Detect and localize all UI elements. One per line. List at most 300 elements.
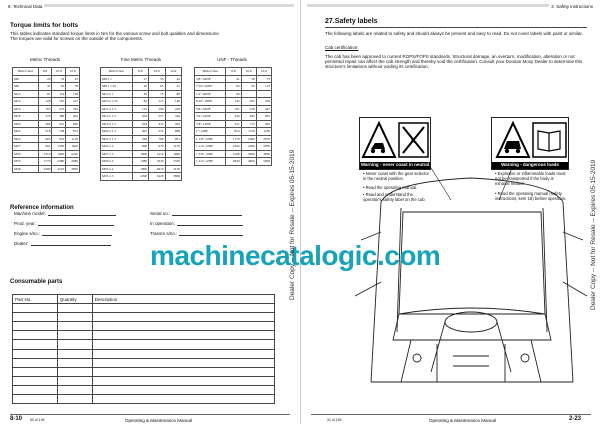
parts-cell[interactable] (57, 340, 92, 349)
table-cell: M24 (13, 135, 39, 143)
table-cell: M27 x 2 (101, 150, 133, 158)
parts-cell[interactable] (92, 331, 274, 340)
table-cell: M33 x 2 (101, 165, 133, 173)
parts-cell[interactable] (13, 340, 58, 349)
table-cell: 117 (149, 98, 165, 106)
table-row (195, 98, 272, 106)
safety-labels-title: 27.Safety labels (325, 18, 378, 25)
table-header-cell: 10.9 (149, 68, 165, 76)
table-cell: 2190 (226, 150, 241, 158)
table-cell: 181 (52, 98, 66, 106)
neutral-bullet-2-text: Read the operating manual. (365, 185, 418, 190)
neutral-bullet-3: • Read and understand the operator's safety label on the cab. (363, 192, 426, 202)
left-header (0, 2, 300, 11)
left-page-number: 8-10 (10, 416, 23, 422)
right-page-of: 31 of 194 (327, 418, 342, 422)
table-cell: 1310 (38, 150, 52, 158)
table-cell: 696 (132, 143, 148, 151)
table-cell: 294 (132, 120, 148, 128)
parts-cell[interactable] (57, 367, 92, 376)
parts-row (13, 340, 275, 349)
table-row (101, 105, 182, 113)
table-cell: 88 (165, 90, 182, 98)
table-cell: M10 x 1 (101, 90, 133, 98)
table-cell: 96 (226, 90, 241, 98)
table-cell: 3860 (165, 173, 182, 181)
parts-cell[interactable] (13, 313, 58, 322)
parts-cell[interactable] (57, 376, 92, 385)
table-cell: 772 (241, 120, 256, 128)
table-cell: 688 (165, 128, 182, 136)
table-cell: 935 (52, 135, 66, 143)
table-row (195, 128, 272, 136)
table-cell: 197 (226, 105, 241, 113)
table-cell: 7/16"-20NF (195, 83, 226, 91)
neutral-bullet-3-text: Read and understand the operator's safety label on the cab. (363, 192, 426, 202)
table-row (13, 120, 80, 128)
table-header-cell: 8.8 (226, 68, 241, 76)
table-cell: M14 x 1.5 (101, 113, 133, 121)
table-cell: 1430 (256, 128, 271, 136)
table-cell: 921 (165, 135, 182, 143)
table-cell: 1 3/8"-12NF (195, 150, 226, 158)
engine-sno-label: Engine s/no.: (14, 231, 41, 236)
table-cell: 75 (149, 90, 165, 98)
table-cell: 1 1/2"-12NF (195, 158, 226, 166)
table-cell: 1000 (132, 150, 148, 158)
parts-cell[interactable] (92, 358, 274, 367)
table-cell: 275 (52, 105, 66, 113)
left-dealer-stamp: Dealer Copy -- Not for Resale -- Expires 05-15-2019 (289, 149, 296, 300)
watermark: machinecatalogic.com (150, 240, 441, 271)
table-row (101, 135, 182, 143)
table-row (13, 128, 80, 136)
right-dealer-stamp: Dealer Copy -- Not for Resale -- Expires 05-15-2019 (590, 159, 597, 310)
table-cell: 257 (149, 113, 165, 121)
table-row (101, 75, 182, 83)
table-cell: 546 (132, 135, 148, 143)
neutral-bullet-1: • Never coast with the gear selector in the neutral position. (363, 171, 429, 181)
table-row (13, 143, 80, 151)
metric-caption: Metric Threads (30, 57, 60, 62)
table-cell: 2210 (66, 150, 80, 158)
table-cell: 344 (226, 113, 241, 121)
right-page (300, 0, 600, 424)
table-cell: 2980 (66, 158, 80, 166)
table-cell: 605 (256, 113, 271, 121)
dealer-field[interactable] (31, 241, 111, 246)
parts-cell[interactable] (13, 349, 58, 358)
table-cell: M33 (13, 158, 39, 166)
table-row (195, 75, 272, 83)
table-row (101, 113, 182, 121)
in-operation-label: In operation: (150, 221, 176, 226)
table-cell: M10 x 1.25 (101, 98, 133, 106)
table-cell: 135 (132, 105, 148, 113)
transm-sno-field[interactable] (179, 231, 243, 236)
table-cell: M30 (13, 150, 39, 158)
parts-row (13, 358, 275, 367)
loads-bullet-2-text: Read the operating manual (safety instructions, item 18) before operation. (495, 191, 567, 201)
table-row (195, 135, 272, 143)
table-cell: 518 (38, 128, 52, 136)
consumable-parts-table (12, 294, 275, 404)
table-cell: 197 (38, 105, 52, 113)
table-cell: 413 (149, 120, 165, 128)
table-cell: 142 (226, 98, 241, 106)
table-cell: 1800 (132, 165, 148, 173)
table-cell: 95 (241, 83, 256, 91)
table-row (13, 83, 80, 91)
table-cell: 278 (241, 105, 256, 113)
loads-bullet-1: • Explosive or inflammable loads must not be transported if the body is exhaust heated. (495, 171, 566, 186)
table-cell: 485 (241, 113, 256, 121)
table-cell: 128 (38, 98, 52, 106)
table-cell: 270 (38, 113, 52, 121)
table-cell: 874 (66, 128, 80, 136)
table-row (13, 90, 80, 98)
table-cell: M20 (13, 120, 39, 128)
dangerous-loads-label (491, 117, 569, 170)
parts-cell[interactable] (57, 331, 92, 340)
table-cell: 81 (38, 90, 52, 98)
table-cell: 405 (132, 128, 148, 136)
table-cell: 1120 (66, 135, 80, 143)
parts-cell[interactable] (13, 304, 58, 313)
neutral-coast-label (359, 117, 431, 170)
machine-model-field[interactable] (48, 211, 116, 216)
table-cell: 333 (66, 105, 80, 113)
parts-cell[interactable] (13, 376, 58, 385)
unf-threads-table (194, 67, 272, 166)
parts-row (13, 395, 275, 404)
table-cell: 1940 (149, 158, 165, 166)
table-cell: M16 x 1.5 (101, 120, 133, 128)
table-cell: 217 (66, 98, 80, 106)
table-cell: 1660 (241, 135, 256, 143)
table-cell: 961 (38, 143, 52, 151)
table-cell: 82 (132, 98, 148, 106)
table-cell: 49 (132, 90, 148, 98)
parts-cell[interactable] (57, 313, 92, 322)
table-row (13, 150, 80, 158)
reference-title: Reference information (10, 205, 74, 211)
table-row (13, 75, 80, 83)
table-cell: M20 x 1.5 (101, 128, 133, 136)
table-row (195, 120, 272, 128)
table-header-cell: Dim./Class (195, 68, 226, 76)
table-cell: 4000 (241, 158, 256, 166)
parts-cell[interactable] (13, 367, 58, 376)
parts-cell[interactable] (92, 367, 274, 376)
table-cell: M36 (13, 165, 39, 173)
section-title: Torque limits for bolts (10, 22, 79, 29)
table-cell: 1410 (149, 150, 165, 158)
parts-cell[interactable] (92, 304, 274, 313)
parts-row (13, 304, 275, 313)
table-header-cell: 8.8 (38, 68, 52, 76)
table-header-row (195, 68, 272, 76)
table-cell: 1"-14NF (195, 128, 226, 136)
table-cell: 139 (66, 90, 80, 98)
dangerous-loads-pictogram (493, 119, 569, 163)
table-row (101, 173, 182, 181)
table-cell: 541 (52, 120, 66, 128)
table-cell: 63 (149, 83, 165, 91)
table-cell: M22 (13, 128, 39, 136)
table-cell: 205 (241, 98, 256, 106)
parts-row (13, 367, 275, 376)
parts-row (13, 322, 275, 331)
parts-cell[interactable] (57, 304, 92, 313)
fine-metric-threads-table (100, 67, 182, 181)
parts-cell[interactable] (13, 322, 58, 331)
engine-sno-row (14, 231, 112, 236)
svg-text:N: N (410, 139, 416, 145)
left-page-of: 60 of 194 (30, 418, 45, 422)
table-cell: 344 (165, 113, 182, 121)
parts-cell[interactable] (92, 340, 274, 349)
table-cell: 115 (256, 83, 271, 91)
table-cell: 3210 (52, 165, 66, 173)
in-operation-field[interactable] (177, 221, 243, 226)
parts-row (13, 385, 275, 394)
table-cell: 979 (149, 143, 165, 151)
serial-no-row (150, 211, 242, 216)
table-cell: 9/16"-18NF (195, 98, 226, 106)
parts-cell[interactable] (57, 322, 92, 331)
consumables-title: Consumable parts (10, 279, 63, 285)
table-cell: 665 (38, 135, 52, 143)
parts-cell[interactable] (13, 331, 58, 340)
prod-year-row (14, 221, 114, 226)
title-rule (325, 27, 587, 28)
table-cell: 78 (66, 83, 80, 91)
table-cell: 386 (52, 113, 66, 121)
table-header-cell: Dim./Class (101, 68, 133, 76)
table-cell: 1620 (66, 143, 80, 151)
table-row (101, 165, 182, 173)
neutral-coast-pictogram (361, 119, 431, 163)
parts-cell[interactable] (57, 385, 92, 394)
table-cell (256, 90, 271, 98)
loads-bullet-1-text: Explosive or inflammable loads must not be transported if the body is exhaust heated. (495, 171, 566, 186)
table-cell: M6 (13, 75, 39, 83)
intro-line-1: This tables indicates standard torque limits in Nm for the various screw and bolt qualities and dimensions. (10, 31, 220, 36)
table-cell: 3130 (165, 165, 182, 173)
table-cell: 33 (149, 75, 165, 83)
table-cell: 2280 (38, 165, 52, 173)
table-cell: 5000 (256, 158, 271, 166)
parts-cell[interactable] (13, 358, 58, 367)
parts-cell[interactable] (13, 385, 58, 394)
parts-cell[interactable] (13, 395, 58, 404)
table-row (195, 150, 272, 158)
table-row (101, 143, 182, 151)
table-header-row (101, 68, 182, 76)
table-cell: 462 (66, 113, 80, 121)
table-cell: 259 (256, 98, 271, 106)
table-cell: M8 x 1 (101, 75, 133, 83)
parts-row (13, 331, 275, 340)
table-row (13, 135, 80, 143)
table-cell: 769 (149, 135, 165, 143)
parts-cell[interactable] (92, 376, 274, 385)
table-cell: 40 (132, 83, 148, 91)
table-row (195, 143, 272, 151)
table-row (195, 83, 272, 91)
table-cell: 3/4"-16NF (195, 113, 226, 121)
table-row (101, 150, 182, 158)
table-cell: 1690 (165, 150, 182, 158)
table-cell: 649 (66, 120, 80, 128)
table-cell: M8 (13, 83, 39, 91)
serial-no-label: Serial no.: (150, 211, 171, 216)
table-cell: 1/2"-20NF (195, 90, 226, 98)
table-cell: 61 (165, 83, 182, 91)
table-cell: 27 (132, 75, 148, 83)
table-header-cell: 12.9 (66, 68, 80, 76)
table-cell: M18 (13, 113, 39, 121)
table-row (195, 113, 272, 121)
table-cell: 1770 (38, 158, 52, 166)
table-row (101, 83, 182, 91)
table-cell: 814 (226, 128, 241, 136)
parts-cell[interactable] (57, 358, 92, 367)
machine-model-label: Machine model: (14, 211, 46, 216)
table-cell: 3850 (66, 165, 80, 173)
parts-cell[interactable] (92, 349, 274, 358)
parts-header-cell: Description (92, 295, 274, 304)
table-cell: 1170 (165, 143, 182, 151)
table-cell: 2840 (226, 158, 241, 166)
machine-model-row (14, 211, 116, 216)
table-cell: M22 x 1.5 (101, 135, 133, 143)
table-row (13, 113, 80, 121)
parts-cell[interactable] (92, 322, 274, 331)
table-cell: 73 (256, 75, 271, 83)
table-row (13, 105, 80, 113)
table-header-cell: 12.9 (256, 68, 271, 76)
neutral-bullet-2: • Read the operating manual. (363, 185, 418, 190)
table-cell: 33 (52, 75, 66, 83)
table-row (101, 90, 182, 98)
table-row (101, 120, 182, 128)
table-cell: 2300 (241, 143, 256, 151)
table-cell: M12 (13, 90, 39, 98)
table-cell: 1 1/4"-12NF (195, 143, 226, 151)
table-cell: 3220 (149, 173, 165, 181)
neutral-bullet-1-text: Never coast with the gear selector in the neutral position. (363, 171, 429, 181)
right-page-number: 2-23 (569, 416, 582, 422)
table-row (195, 158, 272, 166)
parts-row (13, 349, 275, 358)
table-cell: 1 1/8"-12NF (195, 135, 226, 143)
dealer-row (14, 241, 111, 246)
table-cell: 65 (226, 83, 241, 91)
table-cell: 2870 (256, 143, 271, 151)
cab-cert-title: Cab certification: (325, 45, 359, 50)
intro-line-2: The torques are valid for screws on the outside of the components. (10, 36, 144, 41)
dangerous-loads-header: Warning - dangerous loads (492, 162, 568, 169)
table-cell: 43 (66, 75, 80, 83)
table-cell: 2330 (165, 158, 182, 166)
parts-cell[interactable] (57, 395, 92, 404)
fine-caption: Fine Metric Threads (121, 57, 161, 62)
table-cell: M33 x 3 (101, 173, 133, 181)
parts-cell[interactable] (92, 385, 274, 394)
footer-rule (10, 414, 290, 415)
right-footer-manual: Operating & Maintenance Manual (429, 418, 497, 423)
metric-threads-table (12, 67, 80, 173)
table-cell: 2290 (132, 173, 148, 181)
parts-cell[interactable] (92, 313, 274, 322)
table-cell: 29 (38, 75, 52, 83)
table-row (13, 98, 80, 106)
engine-sno-field[interactable] (42, 231, 112, 236)
table-cell: 728 (52, 128, 66, 136)
table-row (101, 98, 182, 106)
table-cell: 1840 (52, 150, 66, 158)
table-cell: M8 x 1.25 (101, 83, 133, 91)
table-cell: 190 (149, 105, 165, 113)
table-row (13, 158, 80, 166)
serial-no-field[interactable] (172, 211, 242, 216)
parts-header-cell: Quantity (57, 295, 92, 304)
table-header-cell: 10.9 (241, 68, 256, 76)
prod-year-field[interactable] (38, 221, 114, 226)
table-cell: 385 (38, 120, 52, 128)
parts-cell[interactable] (57, 349, 92, 358)
parts-row (13, 376, 275, 385)
table-cell: 5/8"-18NF (195, 105, 226, 113)
transm-sno-row (150, 231, 243, 236)
table-row (101, 128, 182, 136)
table-cell: 65 (52, 83, 66, 91)
safety-intro: The following labels are related to safety and should always be present and easy to read. Do not cover labels with paint or similar. (325, 31, 583, 36)
table-cell: 47 (38, 83, 52, 91)
table-cell: 547 (226, 120, 241, 128)
table-cell: M14 (13, 98, 39, 106)
table-cell: 1630 (226, 143, 241, 151)
table-cell: 3850 (256, 150, 271, 158)
dealer-label: Dealer: (14, 241, 29, 246)
table-cell: M24 x 2 (101, 143, 133, 151)
table-cell: 1350 (52, 143, 66, 151)
parts-header-cell: Part No. (13, 295, 58, 304)
table-cell: 1170 (226, 135, 241, 143)
table-cell: M27 (13, 143, 39, 151)
table-cell: 204 (132, 113, 148, 121)
table-header-cell: 12.9 (165, 68, 182, 76)
table-cell: 1150 (241, 128, 256, 136)
table-cell: 42 (165, 75, 182, 83)
parts-cell[interactable] (92, 395, 274, 404)
right-header-text: 2. Safety instructions (551, 4, 593, 9)
table-cell: 2610 (149, 165, 165, 173)
table-row (195, 90, 272, 98)
left-header-text: 8. Technical Data (8, 4, 43, 9)
table-cell: 7/8"-14NF (195, 120, 226, 128)
table-cell (241, 90, 256, 98)
table-cell: 140 (165, 98, 182, 106)
cab-cert-text: The cab has been approved to current ROPS/FOPS standards. Structural damage, an overturn, modification, alteration or not permitted repair can affect the cab strength and thereby void the certification. Consult your Doosan Moxy Dealer to determine this structure's limitations without voiding its certification. (325, 54, 583, 70)
table-cell: M12 x 1.5 (101, 105, 133, 113)
table-header-cell: Dim./Class (13, 68, 39, 76)
right-header (301, 2, 600, 11)
prod-year-label: Prod. year: (14, 221, 37, 226)
table-cell: 2480 (52, 158, 66, 166)
